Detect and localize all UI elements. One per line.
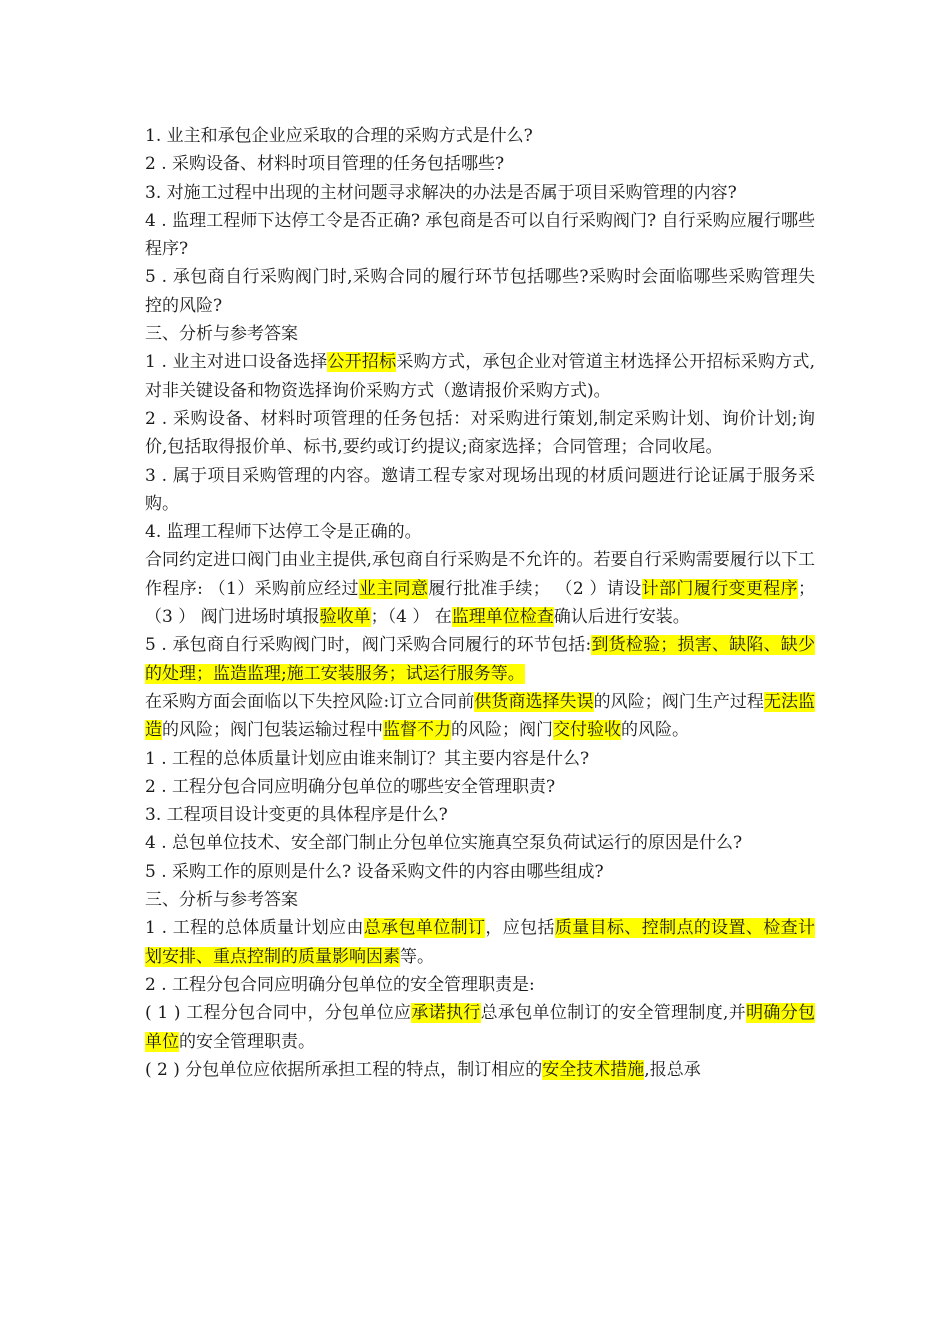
paragraph: [145, 914, 815, 971]
text-run: 5 . 采购工作的原则是什么? 设备采购文件的内容由哪些组成?: [145, 861, 604, 882]
paragraph: [145, 971, 815, 999]
text-run: 4. 监理工程师下达停工令是正确的。: [145, 522, 422, 543]
highlighted-text: 交付验收: [553, 720, 621, 741]
highlighted-text: 公开招标: [327, 352, 397, 373]
paragraph: [145, 207, 815, 264]
text-run: 2 . 采购设备、材料时项目管理的任务包括哪些?: [145, 154, 505, 175]
text-run: 3. 对施工过程中出现的主材问题寻求解决的办法是否属于项目采购管理的内容?: [145, 182, 737, 203]
paragraph: [145, 829, 815, 857]
text-run: 在采购方面会面临以下失控风险:订立合同前: [145, 691, 475, 712]
paragraph: [145, 462, 815, 519]
text-run: ，应包括: [485, 918, 555, 939]
text-run: ,报总承: [644, 1059, 701, 1080]
document-page: [145, 122, 815, 1084]
paragraph: [145, 546, 815, 631]
paragraph: [145, 858, 815, 886]
text-run: 4 . 总包单位技术、安全部门制止分包单位实施真空泵负荷试运行的原因是什么?: [145, 833, 743, 854]
text-run: 5 . 承包商自行采购阀门时，阀门采购合同履行的环节包括:: [145, 635, 592, 656]
text-run: 3 . 属于项目采购管理的内容。邀请工程专家对现场出现的材质问题进行论证属于服务采购。: [145, 465, 815, 514]
text-run: 3. 工程项目设计变更的具体程序是什么?: [145, 805, 448, 826]
text-run: 的风险；阀门: [451, 720, 553, 741]
paragraph: [145, 263, 815, 320]
text-run: 合同约定进口阀门由业主提供,承包商自行采购是不允许的。若要自行采购需要履行以下工作程序: （1）采购前应经过: [145, 550, 815, 599]
text-run: 三、分析与参考答案: [145, 324, 298, 345]
highlighted-text: 无法监造: [145, 691, 816, 741]
text-run: 的风险。: [621, 720, 689, 741]
paragraph: [145, 150, 815, 178]
highlighted-text: 总承包单位制订: [363, 918, 486, 939]
highlighted-text: 安全技术措施: [542, 1059, 645, 1080]
text-run: 1 . 工程的总体质量计划应由: [145, 918, 364, 939]
paragraph: [145, 122, 815, 150]
text-run: 总承包单位制订的安全管理制度,并: [480, 1003, 747, 1024]
text-run: ；（3 ） 阀门进场时填报: [145, 578, 816, 628]
paragraph: [145, 886, 815, 914]
highlighted-text: 计部门履行变更程序: [641, 578, 799, 599]
highlighted-text: 验收单: [319, 607, 371, 628]
text-run: 履行批准手续； （2 ）请设: [428, 578, 642, 599]
paragraph: [145, 801, 815, 829]
highlighted-text: 监理单位检查: [451, 607, 554, 628]
text-run: 2 . 采购设备、材料时项管理的任务包括：对采购进行策划,制定采购计划、询价计划;询价,包括取得报价单、标书,要约或订约提议;商家选择；合同管理；合同收尾。: [145, 408, 815, 458]
text-run: 5 . 承包商自行采购阀门时,采购合同的履行环节包括哪些?采购时会面临哪些采购管理失控的风险?: [145, 267, 815, 316]
highlighted-text: 监督不力: [383, 720, 451, 741]
paragraph: [145, 348, 815, 405]
text-run: 2 . 工程分包合同应明确分包单位的哪些安全管理职责?: [145, 776, 556, 797]
text-run: ；（4 ） 在: [370, 607, 452, 628]
text-run: 1 . 工程的总体质量计划应由谁来制订？其主要内容是什么?: [145, 748, 590, 769]
text-run: 1 . 业主对进口设备选择: [145, 352, 328, 373]
highlighted-text: 承诺执行: [411, 1003, 481, 1024]
paragraph: [145, 745, 815, 773]
paragraph: [145, 179, 815, 207]
text-run: ( 1 ) 工程分包合同中，分包单位应: [145, 1003, 412, 1024]
paragraph: [145, 320, 815, 348]
text-run: ( 2 ) 分包单位应依据所承担工程的特点，制订相应的: [145, 1059, 543, 1080]
text-run: 确认后进行安装。: [553, 607, 690, 628]
text-run: 4 . 监理工程师下达停工令是否正确? 承包商是否可以自行采购阀门? 自行采购应履行哪些程序?: [145, 210, 815, 260]
text-run: 等。: [400, 946, 434, 967]
text-run: 的安全管理职责。: [179, 1031, 315, 1052]
paragraph: [145, 1056, 815, 1084]
paragraph: [145, 688, 815, 745]
highlighted-text: 到货检验；损害、缺陷、缺少的处理；监造监理;施工安装服务；试运行服务等。: [145, 635, 815, 684]
text-run: 三、分析与参考答案: [145, 890, 298, 911]
text-run: 2 . 工程分包合同应明确分包单位的安全管理职责是:: [145, 974, 535, 995]
paragraph: [145, 518, 815, 546]
text-run: 采购方式，承包企业对管道主材选择公开招标采购方式,对非关键设备和物资选择询价采购方式（邀请报价采购方式)。: [145, 352, 816, 401]
text-run: 的风险；阀门包装运输过程中: [162, 720, 383, 741]
text-run: 1. 业主和承包企业应采取的合理的采购方式是什么?: [145, 126, 533, 146]
paragraph: [145, 773, 815, 801]
paragraph: [145, 631, 815, 688]
highlighted-text: 质量目标、控制点的设置、检查计划安排、重点控制的质量影响因素: [145, 918, 816, 967]
paragraph: [145, 999, 815, 1056]
paragraph: [145, 405, 815, 462]
text-run: 的风险；阀门生产过程: [593, 691, 764, 712]
highlighted-text: 明确分包单位: [145, 1003, 816, 1052]
highlighted-text: 业主同意: [358, 578, 429, 599]
highlighted-text: 供货商选择失误: [474, 691, 594, 712]
